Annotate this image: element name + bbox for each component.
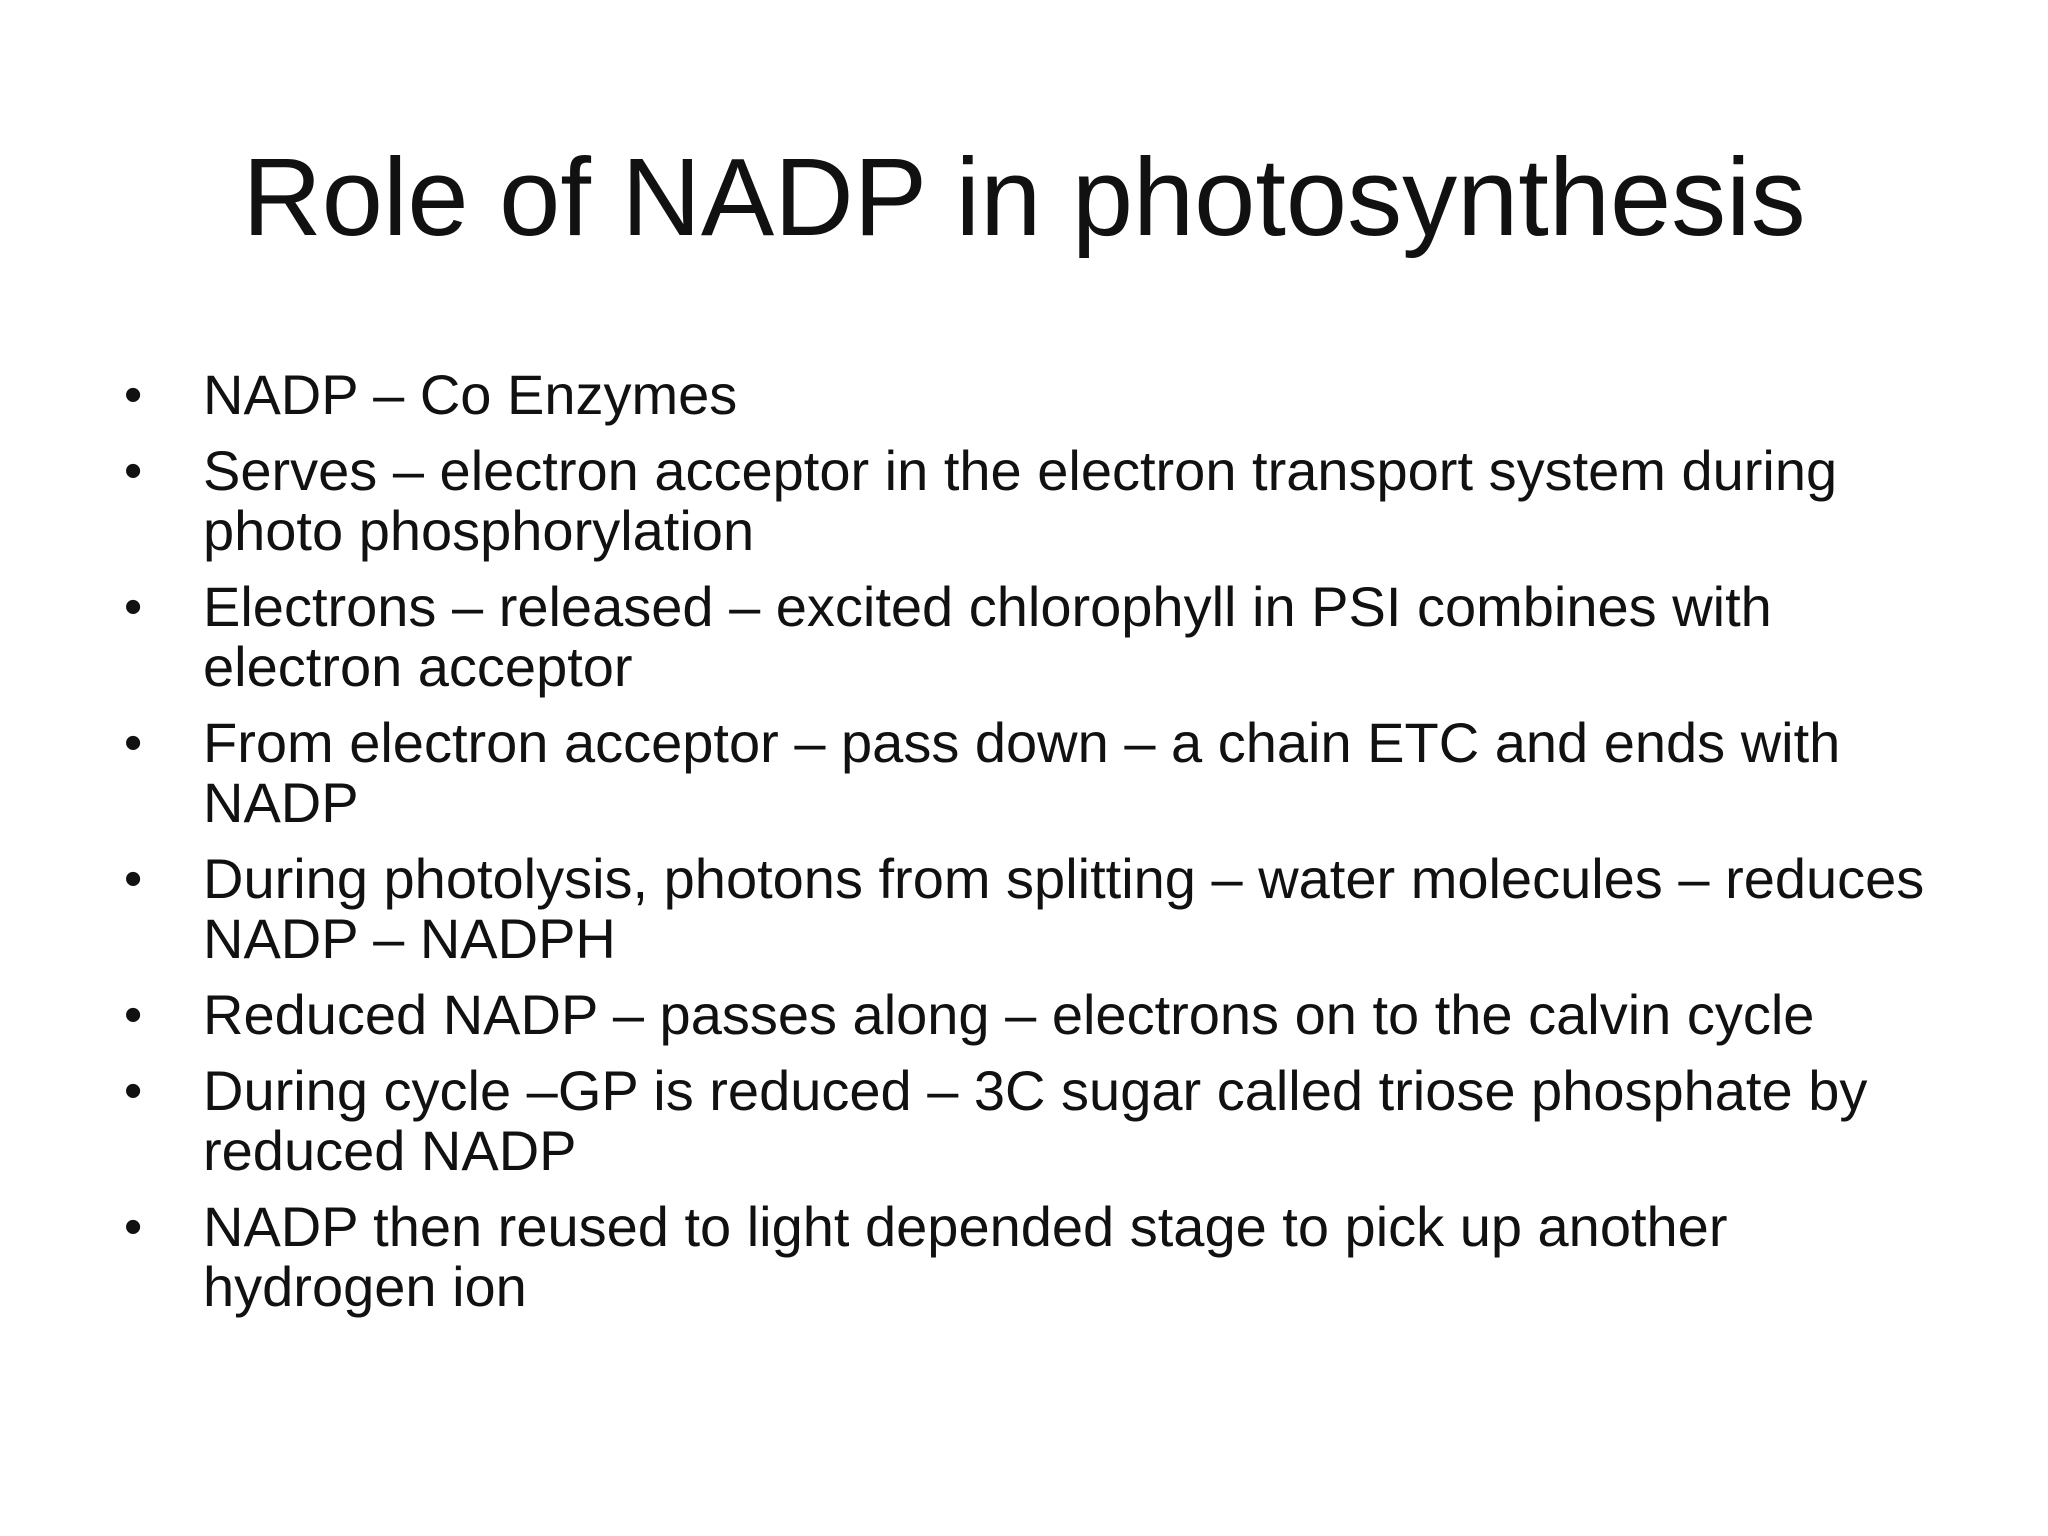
- bullet-text: During cycle –GP is reduced – 3C sugar called triose phosphate by reduced NADP: [203, 1059, 1868, 1182]
- bullet-text: Reduced NADP – passes along – electrons on to the calvin cycle: [203, 983, 1815, 1046]
- bullet-text: From electron acceptor – pass down – a chain ETC and ends with NADP: [203, 711, 1841, 834]
- slide-title: Role of NADP in photosynthesis: [242, 136, 1806, 259]
- bullet-text: During photolysis, photons from splitting – water molecules – reduces NADP – NADPH: [203, 847, 1925, 970]
- bullet-item-3: [120, 577, 1940, 697]
- bullet-item-5: [120, 849, 1940, 969]
- bullet-text: NADP – Co Enzymes: [203, 363, 738, 426]
- bullet-item-4: [120, 713, 1940, 833]
- bullet-marker: •: [124, 366, 143, 424]
- bullet-item-2: [120, 441, 1940, 561]
- bullet-text: Serves – electron acceptor in the electron transport system during photo phosphorylation: [203, 439, 1838, 562]
- bullet-marker: •: [124, 986, 143, 1044]
- bullet-item-6: [120, 985, 1940, 1045]
- bullet-marker: •: [124, 578, 143, 636]
- bullet-marker: •: [124, 850, 143, 908]
- bullet-marker: •: [124, 1198, 143, 1256]
- bullet-text: Electrons – released – excited chlorophyll in PSI combines with electron acceptor: [203, 575, 1772, 698]
- bullet-marker: •: [124, 1062, 143, 1120]
- bullet-marker: •: [124, 442, 143, 500]
- bullet-list: [120, 365, 1940, 1333]
- bullet-item-7: [120, 1061, 1940, 1181]
- bullet-item-8: [120, 1197, 1940, 1317]
- bullet-text: NADP then reused to light depended stage to pick up another hydrogen ion: [203, 1195, 1728, 1318]
- bullet-item-1: [120, 365, 1940, 425]
- bullet-marker: •: [124, 714, 143, 772]
